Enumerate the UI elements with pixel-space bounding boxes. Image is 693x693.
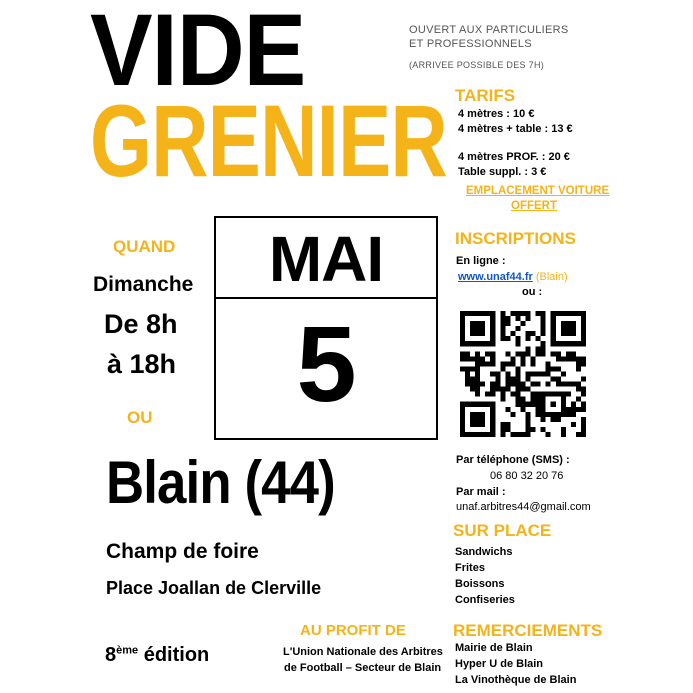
date-divider [216, 297, 436, 299]
qr-code-icon [460, 311, 586, 437]
edition [105, 644, 209, 667]
tarif-item: 4 mètres PROF. : 20 € [458, 151, 570, 163]
edition-sup: ème [116, 644, 139, 657]
where-label: OU [127, 408, 153, 427]
remerciements-item: Hyper U de Blain [455, 658, 544, 670]
date-box [214, 216, 438, 440]
offer-line2: OFFERT [511, 200, 557, 212]
remerciements-heading: REMERCIEMENTS [453, 621, 603, 640]
website [458, 271, 568, 283]
title-vide: VIDE [90, 0, 306, 107]
phone-label: Par téléphone (SMS) : [456, 454, 570, 466]
date-day: 5 [296, 303, 356, 424]
header-arrival-note: (ARRIVEE POSSIBLE DES 7H) [409, 60, 545, 70]
when-day: Dimanche [93, 273, 194, 296]
mail-label: Par mail : [456, 486, 506, 498]
sur-place-item: Sandwichs [455, 546, 513, 558]
location-city: Blain (44) [106, 449, 335, 516]
header-open-line2: ET PROFESSIONNELS [409, 38, 532, 50]
tarif-item: Table suppl. : 3 € [458, 166, 547, 178]
location-place2: Place Joallan de Clerville [106, 578, 322, 598]
sur-place-heading: SUR PLACE [453, 521, 552, 540]
inscriptions-heading: INSCRIPTIONS [455, 229, 576, 248]
tarif-item: 4 mètres + table : 13 € [458, 123, 573, 135]
offer-line1: EMPLACEMENT VOITURE [466, 185, 610, 197]
when-label: QUAND [113, 237, 176, 256]
profit-line2: de Football – Secteur de Blain [284, 662, 442, 674]
website-suffix: (Blain) [532, 271, 568, 283]
title-grenier: GRENIER [90, 84, 448, 198]
sur-place-item: Boissons [455, 578, 505, 590]
tarifs-heading: TARIFS [455, 86, 516, 105]
profit-heading: AU PROFIT DE [300, 622, 406, 639]
online-label: En ligne : [456, 255, 506, 267]
header-open-line1: OUVERT AUX PARTICULIERS [409, 24, 569, 36]
when-from: De 8h [104, 309, 178, 339]
website-link[interactable]: www.unaf44.fr [458, 271, 533, 283]
edition-number: 8 [105, 644, 117, 666]
sur-place-item: Confiseries [455, 594, 515, 606]
or-label: ou : [522, 286, 543, 298]
sur-place-item: Frites [455, 562, 485, 574]
phone-number: 06 80 32 20 76 [490, 470, 564, 482]
profit-line1: L'Union Nationale des Arbitres [283, 646, 443, 658]
mail-address: unaf.arbitres44@gmail.com [456, 501, 591, 513]
date-month: MAI [268, 223, 384, 295]
remerciements-item: La Vinothèque de Blain [455, 674, 577, 686]
remerciements-item: Mairie de Blain [455, 642, 533, 654]
tarif-item: 4 mètres : 10 € [458, 108, 535, 120]
edition-word: édition [138, 644, 210, 666]
location-place1: Champ de foire [106, 540, 259, 563]
when-to: à 18h [107, 349, 177, 379]
